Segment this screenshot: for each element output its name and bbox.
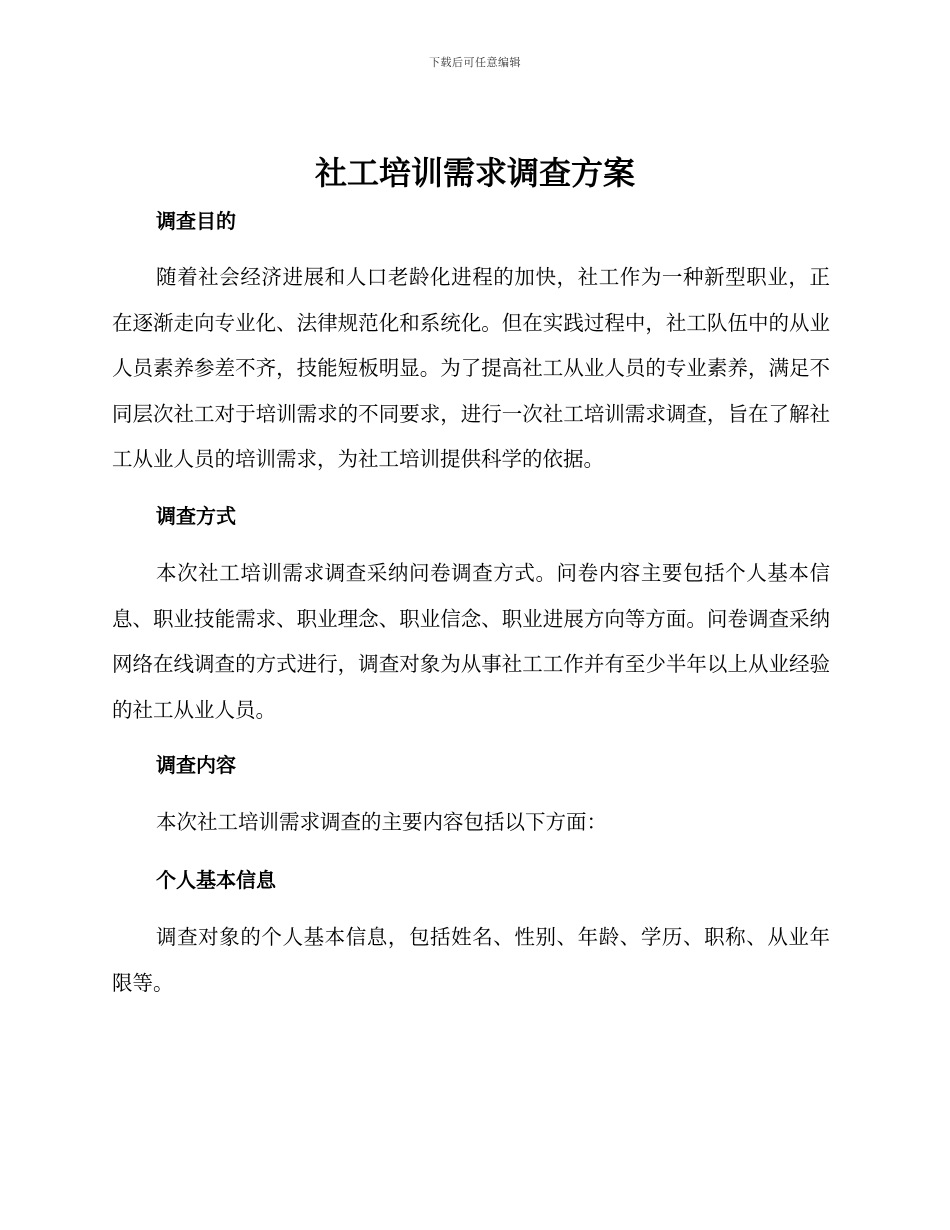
page-header-note: 下载后可任意编辑 xyxy=(429,56,521,69)
section-heading-content: 调查内容 xyxy=(156,753,236,777)
document-title: 社工培训需求调查方案 xyxy=(314,154,635,192)
section-heading-purpose: 调查目的 xyxy=(156,209,236,233)
section-paragraph-purpose: 随着社会经济进展和人口老龄化进程的加快，社工作为一种新型职业，正在逐渐走向专业化、法律规范化和系统化。但在实践过程中，社工队伍中的从业人员素养参差不齐，技能短板明显。为了提高社工从业人员的专业素养，满足不同层次社工对于培训需求的不同要求，进行一次社工培训需求调查，旨在了解社工从业人员的培训需求，为社工培训提供科学的依据。 xyxy=(112,265,830,472)
section-heading-method: 调查方式 xyxy=(156,504,236,528)
section-heading-basic-info: 个人基本信息 xyxy=(156,868,276,892)
section-paragraph-content: 本次社工培训需求调查的主要内容包括以下方面： xyxy=(156,810,607,834)
section-paragraph-basic-info: 调查对象的个人基本信息，包括姓名、性别、年龄、学历、职称、从业年限等。 xyxy=(112,925,830,995)
section-paragraph-method: 本次社工培训需求调查采纳问卷调查方式。问卷内容主要包括个人基本信息、职业技能需求、职业理念、职业信念、职业进展方向等方面。问卷调查采纳网络在线调查的方式进行，调查对象为从事社工工作并有至少半年以上从业经验的社工从业人员。 xyxy=(112,561,830,722)
